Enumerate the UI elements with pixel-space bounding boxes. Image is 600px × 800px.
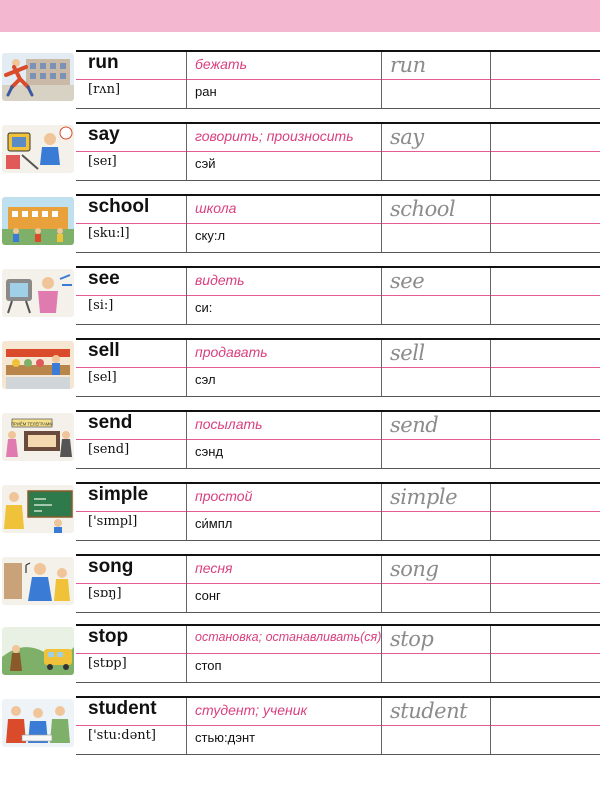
entry-grid bbox=[76, 50, 600, 109]
vocab-entry-song bbox=[0, 554, 600, 610]
russian-translation: посылать bbox=[195, 416, 263, 432]
pink-ruling bbox=[76, 653, 600, 654]
english-word: song bbox=[88, 556, 134, 577]
students-icon bbox=[2, 699, 74, 747]
english-word: run bbox=[88, 52, 119, 73]
bus-stop-icon bbox=[2, 627, 74, 675]
entry-grid bbox=[76, 410, 600, 469]
cursive-word: school bbox=[390, 197, 456, 221]
cursive-word: song bbox=[390, 557, 439, 581]
post-office-icon bbox=[2, 413, 74, 461]
pink-ruling bbox=[76, 151, 600, 152]
russian-reading: сэй bbox=[195, 156, 216, 171]
transcription: ['sɪmpl] bbox=[88, 514, 138, 529]
russian-translation: остановка; останавливать(ся) bbox=[195, 630, 382, 644]
transcription: [si:] bbox=[88, 298, 114, 313]
vocab-entry-school bbox=[0, 194, 600, 250]
russian-reading: ран bbox=[195, 84, 217, 99]
entry-grid bbox=[76, 338, 600, 397]
running-person-icon bbox=[2, 53, 74, 101]
transcription: [send] bbox=[88, 442, 130, 457]
entry-grid bbox=[76, 482, 600, 541]
russian-translation: бежать bbox=[195, 56, 247, 72]
cursive-word: simple bbox=[390, 485, 457, 509]
cursive-word: student bbox=[390, 699, 468, 723]
russian-reading: си́мпл bbox=[195, 516, 233, 531]
transcription: [rʌn] bbox=[88, 82, 121, 97]
english-word: student bbox=[88, 698, 157, 719]
entry-grid bbox=[76, 554, 600, 613]
school-building-icon bbox=[2, 197, 74, 245]
english-word: send bbox=[88, 412, 133, 433]
cursive-word: see bbox=[390, 269, 425, 293]
vocab-entry-stop bbox=[0, 624, 600, 680]
vocab-entry-sell bbox=[0, 338, 600, 394]
russian-translation: простой bbox=[195, 488, 253, 504]
top-pink-band bbox=[0, 0, 600, 32]
pink-ruling bbox=[76, 79, 600, 80]
russian-reading: стоп bbox=[195, 658, 222, 673]
market-stall-icon bbox=[2, 341, 74, 389]
teacher-blackboard-icon bbox=[2, 485, 74, 533]
russian-reading: сэнд bbox=[195, 444, 224, 459]
transcription: ['stu:dənt] bbox=[88, 728, 156, 743]
pink-ruling bbox=[76, 725, 600, 726]
russian-reading: си: bbox=[195, 300, 213, 315]
transcription: [sku:l] bbox=[88, 226, 130, 241]
russian-translation: продавать bbox=[195, 344, 268, 360]
cursive-word: stop bbox=[390, 627, 434, 651]
speaking-people-icon bbox=[2, 125, 74, 173]
vocab-entry-see bbox=[0, 266, 600, 322]
vocab-entry-send bbox=[0, 410, 600, 466]
pink-ruling bbox=[76, 583, 600, 584]
pink-ruling bbox=[76, 295, 600, 296]
entry-grid bbox=[76, 266, 600, 325]
transcription: [sɒŋ] bbox=[88, 586, 122, 601]
vocab-entry-say bbox=[0, 122, 600, 178]
russian-reading: стью:дэнт bbox=[195, 730, 256, 745]
english-word: simple bbox=[88, 484, 149, 505]
pink-ruling bbox=[76, 367, 600, 368]
russian-reading: сэл bbox=[195, 372, 216, 387]
english-word: say bbox=[88, 124, 120, 145]
russian-translation: говорить; произносить bbox=[195, 128, 354, 144]
cursive-word: send bbox=[390, 413, 439, 437]
pink-ruling bbox=[76, 223, 600, 224]
vocab-entry-simple bbox=[0, 482, 600, 538]
russian-translation: видеть bbox=[195, 272, 245, 288]
english-word: see bbox=[88, 268, 120, 289]
russian-translation: студент; ученик bbox=[195, 702, 308, 718]
transcription: [seɪ] bbox=[88, 154, 117, 169]
russian-translation: школа bbox=[195, 200, 237, 216]
english-word: school bbox=[88, 196, 150, 217]
watching-tv-icon bbox=[2, 269, 74, 317]
russian-reading: сонг bbox=[195, 588, 221, 603]
russian-translation: песня bbox=[195, 560, 233, 576]
vocab-entry-run bbox=[0, 50, 600, 106]
transcription: [sel] bbox=[88, 370, 117, 385]
transcription: [stɒp] bbox=[88, 656, 127, 671]
pink-ruling bbox=[76, 511, 600, 512]
pink-ruling bbox=[76, 439, 600, 440]
singing-girl-icon bbox=[2, 557, 74, 605]
entry-grid bbox=[76, 194, 600, 253]
vocab-entry-student bbox=[0, 696, 600, 752]
english-word: sell bbox=[88, 340, 120, 361]
cursive-word: say bbox=[390, 125, 424, 149]
english-word: stop bbox=[88, 626, 129, 647]
cursive-word: sell bbox=[390, 341, 425, 365]
russian-reading: ску:л bbox=[195, 228, 226, 243]
telegram-sign: ПРИЁМ ТЕЛЕГРАММ bbox=[11, 421, 53, 427]
cursive-word: run bbox=[390, 53, 426, 77]
